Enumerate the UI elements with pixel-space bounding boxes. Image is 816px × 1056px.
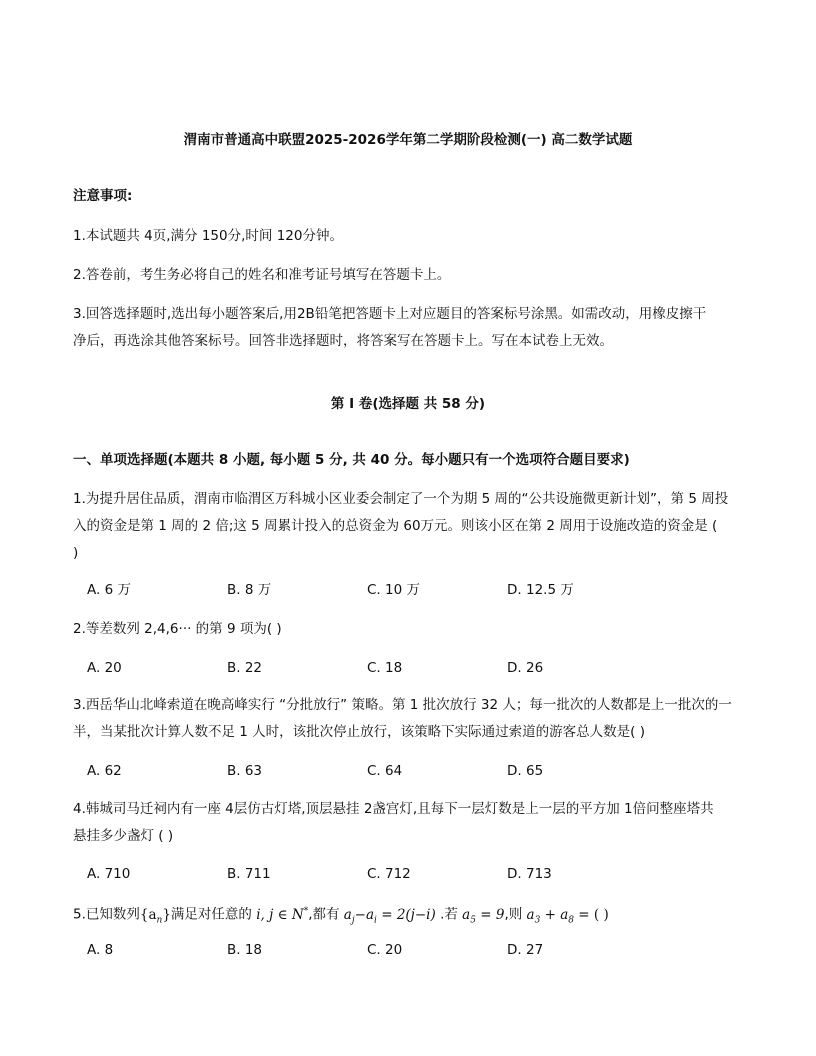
eq3-b: + a [540, 906, 569, 923]
question-5-option-b: B. 18 [227, 942, 263, 958]
section-heading: 一、单项选择题(本题共 8 小题, 每小题 5 分, 共 40 分。每小题只有一个选项符合题目要求) [73, 452, 630, 468]
question-5-mid1: 满足对任意的 [170, 906, 252, 923]
question-3-line-1: 3.西岳华山北峰索道在晚高峰实行 “分批放行” 策略。第 1 批次放行 32 人；每一批次的人数都是上一批次的一 [73, 697, 732, 713]
question-5-option-c: C. 20 [367, 942, 403, 958]
question-1-option-a: A. 6 万 [87, 582, 131, 598]
seq-open: {a [139, 906, 157, 923]
question-3-option-b: B. 63 [227, 763, 263, 779]
eq1-b-sub: i [374, 915, 377, 926]
question-1-line-3: ) [73, 545, 79, 561]
question-5-prefix: 5.已知数列 [73, 906, 140, 923]
eq1-c: = 2(j−i) [376, 906, 436, 923]
question-5-eq2 [462, 906, 505, 926]
question-5-eq3 [526, 906, 609, 926]
question-2-line-1: 2.等差数列 2,4,6··· 的第 9 项为( ) [73, 621, 282, 637]
question-2-option-a: A. 20 [87, 660, 122, 676]
eq3-a: a [526, 906, 535, 923]
question-4-option-b: B. 711 [227, 866, 271, 882]
question-3-line-2: 半，当某批次计算人数不足 1 人时，该批次停止放行，该策略下实际通过索道的游客总人数是( ) [73, 724, 645, 740]
vars-sup: * [303, 906, 309, 916]
question-3-option-a: A. 62 [87, 763, 122, 779]
eq1-a-sub: j [351, 915, 355, 926]
question-5-mid3: .若 [440, 906, 458, 923]
question-5-eq1 [343, 906, 436, 926]
exam-title: 渭南市普通高中联盟2025-2026学年第二学期阶段检测(一) 高二数学试题 [183, 132, 633, 148]
question-4-line-2: 悬挂多少盏灯 ( ) [73, 828, 174, 844]
question-3-option-c: C. 64 [367, 763, 403, 779]
question-5-sequence [139, 906, 171, 926]
question-5-mid4: ,则 [504, 906, 523, 923]
question-4-option-a: A. 710 [87, 866, 131, 882]
eq2-sub: 5 [470, 915, 476, 926]
eq2-a: a [462, 906, 471, 923]
notice-item-3-cont: 净后，再选涂其他答案标号。回答非选择题时，将答案写在答题卡上。写在本试卷上无效。 [73, 333, 613, 349]
eq2-c: = 9 [475, 906, 505, 923]
vars-text: i, j ∈ N [256, 906, 304, 923]
seq-close: } [162, 906, 171, 923]
question-5-line-1 [73, 902, 609, 929]
eq3-a-sub: 3 [534, 915, 541, 926]
question-1-line-2: 入的资金是第 1 周的 2 倍;这 5 周累计投入的总资金为 60万元。则该小区在第 2 周用于设施改造的资金是 ( [73, 518, 718, 534]
question-2-option-d: D. 26 [507, 660, 544, 676]
question-4-line-1: 4.韩城司马迁祠内有一座 4层仿古灯塔,顶层悬挂 2盏宫灯,且每下一层灯数是上一层的平方加 1倍问整座塔共 [73, 801, 714, 817]
question-2-option-c: C. 18 [367, 660, 403, 676]
eq1-a: a [343, 906, 352, 923]
question-5-option-a: A. 8 [87, 942, 114, 958]
question-1-line-1: 1.为提升居住品质，渭南市临渭区万科城小区业委会制定了一个为期 5 周的“公共设施微更新计划”，第 5 周投 [73, 491, 729, 507]
question-5-mid2: ,都有 [308, 906, 340, 923]
question-4-option-d: D. 713 [507, 866, 552, 882]
notice-item-2: 2.答卷前，考生务必将自己的姓名和准考证号填写在答题卡上。 [73, 267, 451, 283]
eq1-b: −a [354, 906, 375, 923]
question-3-option-d: D. 65 [507, 763, 544, 779]
question-5-vars [256, 907, 308, 923]
notice-item-3: 3.回答选择题时,选出每小题答案后,用2B铅笔把答题卡上对应题目的答案标号涂黑。如需改动，用橡皮擦干 [73, 306, 707, 322]
question-1-option-b: B. 8 万 [227, 582, 272, 598]
part-heading: 第 I 卷(选择题 共 58 分) [330, 396, 486, 412]
question-5-option-d: D. 27 [507, 942, 544, 958]
question-2-option-b: B. 22 [227, 660, 263, 676]
seq-sub: n [156, 915, 163, 926]
question-4-option-c: C. 712 [367, 866, 411, 882]
eq3-b-sub: 8 [568, 915, 575, 926]
notice-heading: 注意事项: [73, 188, 133, 204]
question-1-option-c: C. 10 万 [367, 582, 420, 598]
eq3-c: = ( ) [574, 906, 609, 923]
notice-item-1: 1.本试题共 4页,满分 150分,时间 120分钟。 [73, 228, 343, 244]
question-1-option-d: D. 12.5 万 [507, 582, 574, 598]
